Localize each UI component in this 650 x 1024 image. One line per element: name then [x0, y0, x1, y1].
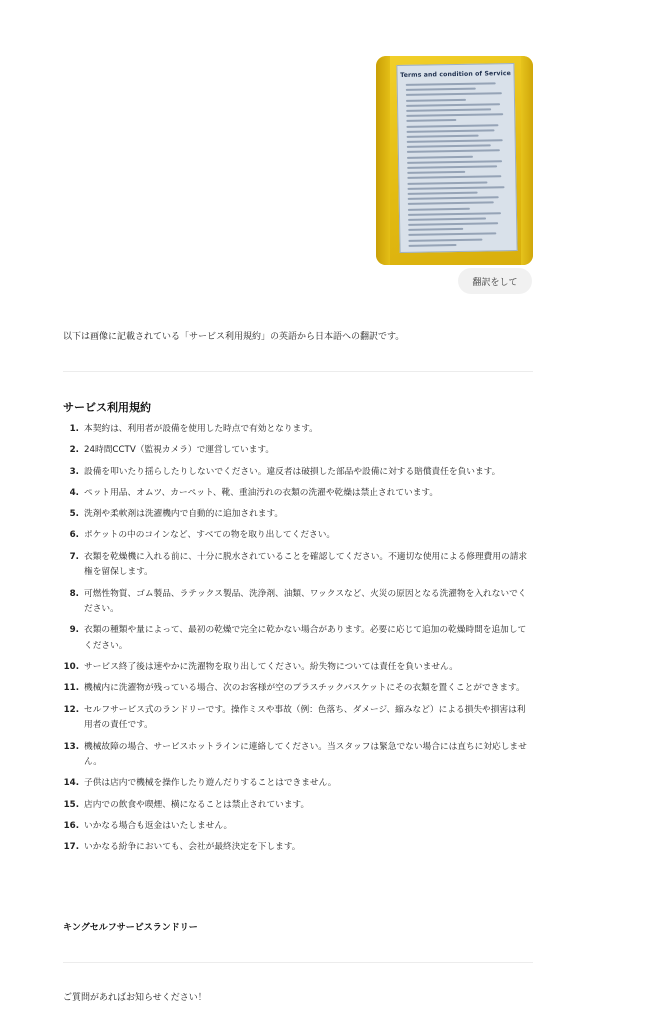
- list-item: [63, 486, 533, 502]
- sheet-text-line: [406, 93, 502, 97]
- term-number: 7.: [69, 551, 79, 562]
- sheet-text-line: [407, 171, 465, 174]
- term-text: 洗剤や柔軟剤は洗濯機内で自動的に追加されます。: [84, 509, 284, 520]
- term-text: 機械内に洗濯物が残っている場合、次のお客様が空のプラスチックバスケットにその衣類を置くことができます。: [84, 683, 525, 694]
- term-text: ポケットの中のコインなど、すべての物を取り出してください。: [84, 530, 336, 541]
- term-number: 11.: [63, 683, 79, 694]
- sheet-text-line: [406, 82, 496, 86]
- term-text: 子供は店内で機械を操作したり遊んだりすることはできません。: [84, 778, 337, 789]
- sheet-text-line: [406, 98, 466, 101]
- sheet-text-line: [407, 134, 479, 137]
- sheet-text-line: [407, 181, 487, 184]
- term-number: 10.: [63, 662, 79, 673]
- term-text: 店内での飲食や喫煙、横になることは禁止されています。: [84, 799, 310, 810]
- list-item: [63, 528, 533, 544]
- sheet-text-line: [408, 196, 499, 200]
- terms-heading: サービス利用規約: [63, 401, 151, 414]
- list-item: [63, 465, 533, 481]
- sheet-text-line: [408, 212, 501, 216]
- sheet-text-line: [408, 233, 496, 237]
- list-item: [63, 819, 533, 835]
- sheet-text-line: [408, 217, 486, 220]
- sheet-text-line: [406, 88, 476, 91]
- list-item: [63, 740, 533, 771]
- sheet-text-line: [407, 176, 501, 180]
- divider: [63, 371, 533, 372]
- list-item: [63, 550, 533, 581]
- sheet-text-line: [408, 207, 470, 210]
- term-text: ペット用品、オムツ、カーペット、靴、重油汚れの衣類の洗濯や乾燥は禁止されています。: [84, 487, 439, 498]
- term-number: 2.: [69, 445, 79, 456]
- list-item: [63, 422, 533, 438]
- term-number: 8.: [69, 588, 79, 599]
- term-number: 5.: [69, 509, 79, 520]
- sheet-text-line: [408, 192, 478, 195]
- term-text: 本契約は、利用者が設備を使用した時点で有効となります。: [84, 424, 318, 434]
- term-text: いかなる場合も返金はいたしません。: [84, 820, 233, 831]
- user-message: [376, 56, 533, 265]
- sheet-text-line: [407, 145, 491, 148]
- sheet-text-line: [406, 113, 503, 117]
- list-item: [63, 660, 533, 676]
- list-item: [63, 443, 533, 459]
- list-item: [63, 840, 533, 856]
- photo-frame-left: [376, 56, 390, 265]
- term-number: 17.: [63, 842, 79, 853]
- term-number: 16.: [63, 820, 79, 831]
- assistant-message: [63, 330, 533, 344]
- sheet-text-line: [408, 228, 463, 231]
- sheet-text-line: [408, 222, 498, 226]
- sheet-text-line: [407, 165, 497, 169]
- sheet-text-line: [407, 155, 473, 158]
- list-item: [63, 703, 533, 734]
- list-item: [63, 776, 533, 792]
- term-number: 6.: [69, 530, 79, 541]
- sheet-text-line: [407, 150, 500, 154]
- sheet-text-line: [406, 124, 498, 128]
- terms-sheet: [396, 63, 517, 253]
- term-text: 衣類の種類や量によって、最初の乾燥で完全に乾かない場合があります。必要に応じて追加の乾燥時間を追加してください。: [84, 625, 527, 651]
- photo-frame-right: [521, 56, 533, 265]
- sheet-text-lines: [398, 77, 517, 247]
- list-item: [63, 507, 533, 523]
- closing-text: ご質問があればお知らせください！: [63, 993, 207, 1003]
- list-item: [63, 681, 533, 697]
- sheet-text-line: [406, 103, 500, 107]
- term-text: 衣類を乾燥機に入れる前に、十分に脱水されていることを確認してください。不適切な使用による修理費用の請求権を留保します。: [84, 551, 528, 578]
- term-number: 3.: [69, 466, 79, 477]
- uploaded-photo[interactable]: [376, 56, 533, 265]
- sheet-text-line: [408, 238, 482, 241]
- sheet-text-line: [406, 108, 491, 111]
- term-number: 1.: [69, 424, 79, 434]
- sheet-text-line: [407, 129, 495, 133]
- term-number: 9.: [69, 625, 79, 636]
- term-number: 15.: [63, 799, 79, 810]
- divider: [63, 962, 533, 963]
- sheet-text-line: [407, 160, 502, 164]
- list-item: [63, 623, 533, 654]
- sheet-text-line: [408, 202, 494, 206]
- list-item: [63, 587, 533, 618]
- term-number: 14.: [63, 778, 79, 789]
- signature: キングセルフサービスランドリー: [63, 923, 198, 933]
- term-text: 機械故障の場合、サービスホットラインに連絡してください。当スタッフは緊急でない場合には直ちに対応しません。: [84, 741, 527, 768]
- list-item: [63, 798, 533, 814]
- term-number: 12.: [63, 704, 79, 715]
- user-request-bubble: 翻訳をして: [458, 268, 532, 294]
- term-number: 4.: [69, 487, 79, 498]
- term-text: 設備を叩いたり揺らしたりしないでください。違反者は破損した部品や設備に対する賠償責任を負います。: [84, 466, 501, 477]
- term-text: いかなる紛争においても、会社が最終決定を下します。: [84, 842, 301, 853]
- intro-text: 以下は画像に記載されている「サービス利用規約」の英語から日本語への翻訳です。: [63, 332, 405, 342]
- sheet-text-line: [408, 186, 505, 190]
- term-text: 可燃性物質、ゴム製品、ラテックス製品、洗浄剤、油類、ワックスなど、火災の原因となる洗濯物を入れないでください。: [84, 588, 527, 615]
- sheet-text-line: [407, 139, 503, 143]
- term-number: 13.: [63, 741, 79, 752]
- term-text: 24時間CCTV（監視カメラ）で運営しています。: [84, 445, 275, 456]
- sheet-title: Terms and condition of Service: [400, 70, 511, 79]
- term-text: セルフサービス式のランドリーです。操作ミスや事故（例：色落ち、ダメージ、縮みなど）による損失や損害は利用者の責任です。: [84, 704, 526, 731]
- terms-list: [63, 422, 533, 862]
- sheet-text-line: [406, 119, 456, 122]
- sheet-text-line: [409, 244, 457, 247]
- term-text: サービス終了後は速やかに洗濯物を取り出してください。紛失物については責任を負いません。: [84, 662, 458, 673]
